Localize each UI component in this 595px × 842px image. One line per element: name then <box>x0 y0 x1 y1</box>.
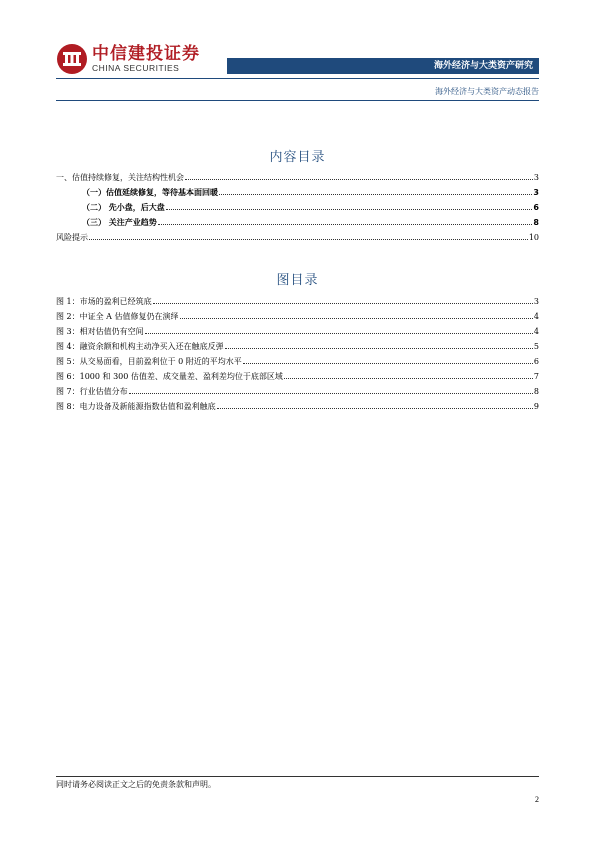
dot-leader <box>243 354 533 364</box>
footer-rule <box>56 776 539 777</box>
figure-entry[interactable] <box>56 384 539 399</box>
dot-leader <box>217 399 533 409</box>
toc-entry-page: 10 <box>528 233 539 242</box>
toc-entry-label: （二） 先小盘，后大盘 <box>82 203 165 212</box>
figure-entry-label: 图 6：1000 和 300 估值差、成交量差、盈利差均位于底部区域 <box>56 372 283 381</box>
figure-entry-label: 图 2：中证全 A 估值修复仍在演绎 <box>56 312 179 321</box>
figure-list <box>56 294 539 414</box>
toc-entry-label: （三） 关注产业趋势 <box>82 218 157 227</box>
dot-leader <box>158 215 533 225</box>
figure-entry-page: 5 <box>533 342 539 351</box>
dot-leader <box>180 309 533 319</box>
logo-chinese-name: 中信建投证券 <box>92 43 200 64</box>
figure-entry-page: 8 <box>533 387 539 396</box>
toc-entry[interactable] <box>56 185 539 200</box>
figure-entry[interactable] <box>56 369 539 384</box>
toc-entry[interactable] <box>56 230 539 245</box>
subheader-rule <box>56 100 539 101</box>
figure-entry-page: 9 <box>533 402 539 411</box>
dot-leader <box>145 324 533 334</box>
figure-entry-page: 6 <box>533 357 539 366</box>
figure-entry[interactable] <box>56 339 539 354</box>
dot-leader <box>129 384 533 394</box>
report-type-label: 海外经济与大类资产动态报告 <box>435 87 539 96</box>
dot-leader <box>89 230 528 240</box>
dot-leader <box>153 294 533 304</box>
toc-entry-label: （一）估值延续修复，等待基本面回暖 <box>82 188 218 197</box>
logo-english-name: CHINA SECURITIES <box>92 62 180 73</box>
toc-title: 内容目录 <box>269 150 326 165</box>
header-category-bar: 海外经济与大类资产研究 <box>227 58 539 74</box>
toc-entry-page: 8 <box>533 218 539 227</box>
figure-entry-page: 7 <box>533 372 539 381</box>
figure-entry[interactable] <box>56 294 539 309</box>
figure-entry-page: 4 <box>533 327 539 336</box>
toc-entry-page: 3 <box>533 173 539 182</box>
disclaimer-note: 同时请务必阅读正文之后的免责条款和声明。 <box>56 780 216 789</box>
figure-entry-label: 图 3：相对估值仍有空间 <box>56 327 144 336</box>
figure-entry[interactable] <box>56 309 539 324</box>
figure-entry-page: 4 <box>533 312 539 321</box>
dot-leader <box>219 185 532 195</box>
toc-entry-page: 6 <box>533 203 539 212</box>
figure-entry-label: 图 7：行业估值分布 <box>56 387 128 396</box>
toc-entry-label: 风险提示 <box>56 233 88 242</box>
citic-logo-icon <box>56 43 88 75</box>
figure-entry[interactable] <box>56 399 539 414</box>
figure-entry-label: 图 1：市场的盈利已经筑底 <box>56 297 152 306</box>
toc-entry[interactable] <box>56 215 539 230</box>
figure-entry-label: 图 5：从交易面看，目前盈利位于 0 附近的平均水平 <box>56 357 242 366</box>
figure-entry-label: 图 4：融资余额和机构主动净买入还在触底反弹 <box>56 342 224 351</box>
figure-list-title: 图目录 <box>276 273 319 288</box>
toc-entry[interactable] <box>56 200 539 215</box>
figure-entry[interactable] <box>56 324 539 339</box>
toc-entry-page: 3 <box>533 188 539 197</box>
dot-leader <box>225 339 533 349</box>
figure-entry-label: 图 8：电力设备及新能源指数估值和盈利触底 <box>56 402 216 411</box>
figure-entry[interactable] <box>56 354 539 369</box>
page-number: 2 <box>535 795 539 804</box>
toc-entry-label: 一、估值持续修复，关注结构性机会 <box>56 173 184 182</box>
dot-leader <box>185 170 533 180</box>
dot-leader <box>284 369 533 379</box>
toc-list <box>56 170 539 245</box>
header-rule <box>56 78 539 79</box>
toc-entry[interactable] <box>56 170 539 185</box>
dot-leader <box>166 200 533 210</box>
company-logo <box>56 42 200 76</box>
figure-entry-page: 3 <box>533 297 539 306</box>
